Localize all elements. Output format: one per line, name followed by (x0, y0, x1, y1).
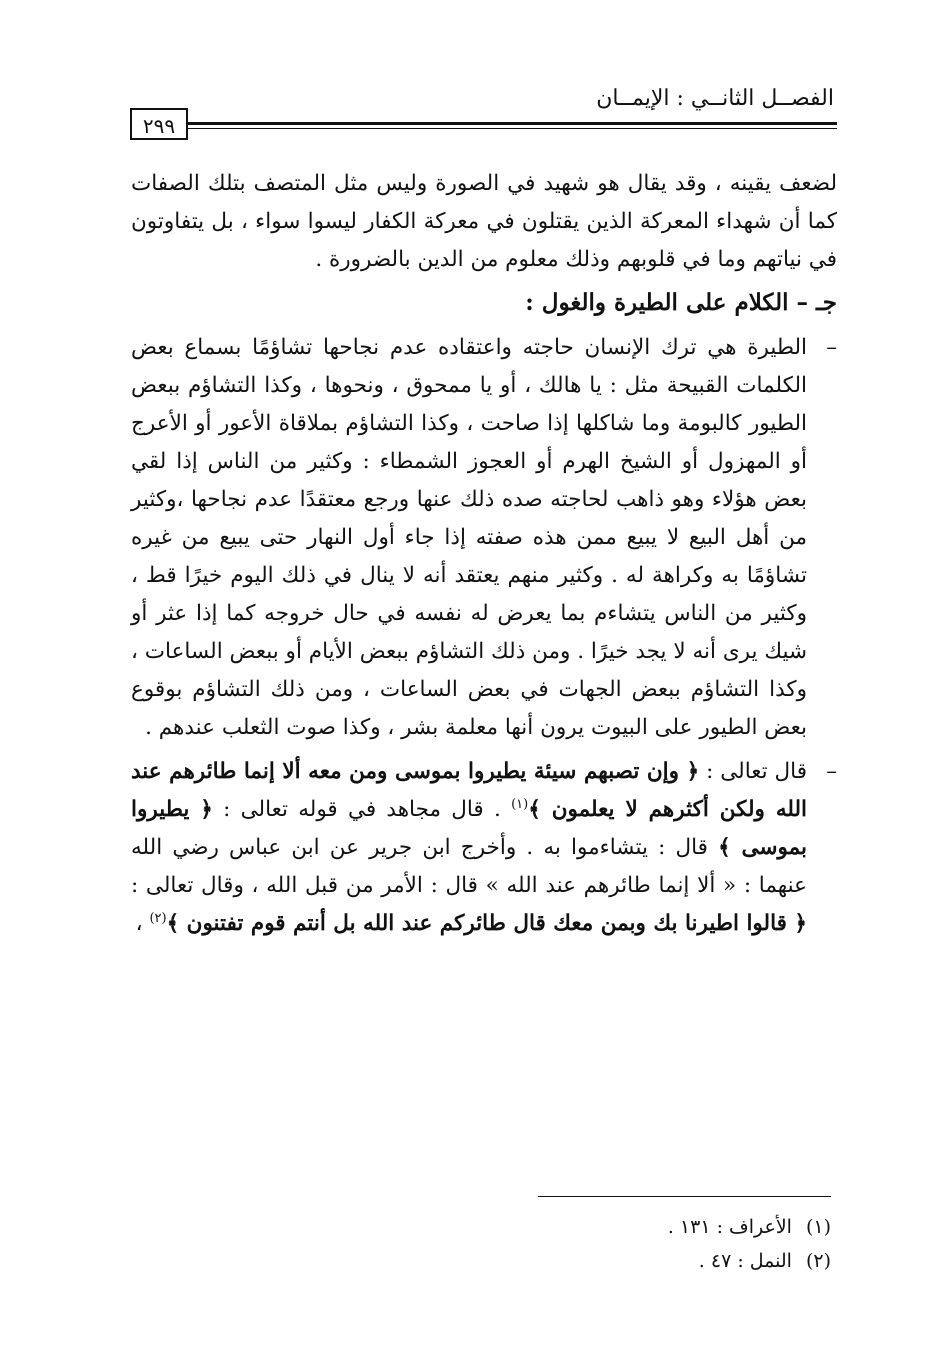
bullet-dash: – (826, 335, 837, 360)
bullet-item-quran (131, 753, 837, 943)
page-number: ٢٩٩ (130, 108, 188, 140)
footnote-text: النمل : ٤٧ . (698, 1250, 792, 1272)
running-title: الفصــل الثانــي : الإيمــان (596, 86, 834, 111)
footnote-number: (١) (805, 1216, 831, 1238)
footnote-text: الأعراف : ١٣١ . (667, 1216, 792, 1238)
footnote-separator (538, 1196, 831, 1197)
bullet-text: الطيرة هي ترك الإنسان حاجته واعتقاده عدم نجاحها تشاؤمًا بسماع بعض الكلمات القبيحة مثل : يا هالك ، أو يا ممحوق ، ونحوها ، وكذا التشاؤم ببعض الطيور كالبومة وما شاكلها إذا صاحت ، وكذا التشاؤم بملاقاة الأعور أو الأعرج أو المهزول أو الشيخ الهرم أو العجوز الشمطاء : وكثير من الناس إذا لقي بعض هؤلاء وهو ذاهب لحاجته صده ذلك عنها ورجع معتقدًا عدم نجاحها ،وكثير من أهل البيع لا يبيع ممن هذه صفته إذا جاء أول النهار حتى يبيع من غيره تشاؤمًا به وكراهة له . وكثير منهم يعتقد أنه لا ينال في ذلك اليوم خيرًا قط ، وكثير من الناس يتشاءم بما يعرض له نفسه في حال خروجه كما إذا عثر أو شيك يرى أنه لا يجد خيرًا . ومن ذلك التشاؤم ببعض الأيام أو ببعض الساعات ، وكذا التشاؤم ببعض الجهات في بعض الساعات ، ومن ذلك التشاؤم بوقوع بعض الطيور على البيوت يرون أنها معلمة بشر ، وكذا صوت الثعلب عندهم . (131, 335, 807, 740)
body-text (131, 165, 837, 949)
bullet-text-2: . قال مجاهد في قوله تعالى : (212, 797, 512, 822)
footnote-1 (331, 1210, 831, 1244)
footnotes (331, 1210, 831, 1278)
footnote-2 (331, 1244, 831, 1278)
quran-verse-1: ﴿ وإن تصبهم سيئة يطيروا بموسى ومن معه ألا إنما طائرهم عند الله ولكن أكثرهم لا يعلمون ﴾ (131, 759, 807, 822)
bullet-text-4: ، (135, 911, 150, 936)
quran-verse-2: ﴿ يطيروا بموسى ﴾ (131, 797, 807, 860)
bullet-text-3: قال : يتشاءموا به . وأخرج ابن جرير عن ابن عباس رضي الله عنهما : « ألا إنما طائرهم عند الله » قال : الأمر من قبل الله ، وقال تعالى : (131, 835, 807, 898)
header-rule-thin (188, 128, 837, 129)
section-heading: جـ – الكلام على الطيرة والغول : (525, 289, 837, 316)
footnote-ref-2[interactable]: (٢) (149, 910, 167, 926)
footnote-number: (٢) (805, 1250, 831, 1272)
footnote-ref-1[interactable]: (١) (511, 796, 529, 812)
header-rule-thick (188, 122, 837, 125)
bullet-text-1: قال تعالى : (699, 759, 807, 784)
paragraph-1: لضعف يقينه ، وقد يقال هو شهيد في الصورة وليس مثل المتصف بتلك الصفات كما أن شهداء المعركة الذين يقتلون في معركة الكفار ليسوا سواء ، بل يتفاوتون في نياتهم وما في قلوبهم وذلك معلوم من الدين بالضرورة . (131, 171, 837, 272)
bullet-item-tiyara (131, 329, 837, 747)
quran-verse-3: ﴿ قالوا اطيرنا بك وبمن معك قال طائركم عند الله بل أنتم قوم تفتنون ﴾ (166, 911, 807, 936)
bullet-dash: – (826, 759, 837, 784)
